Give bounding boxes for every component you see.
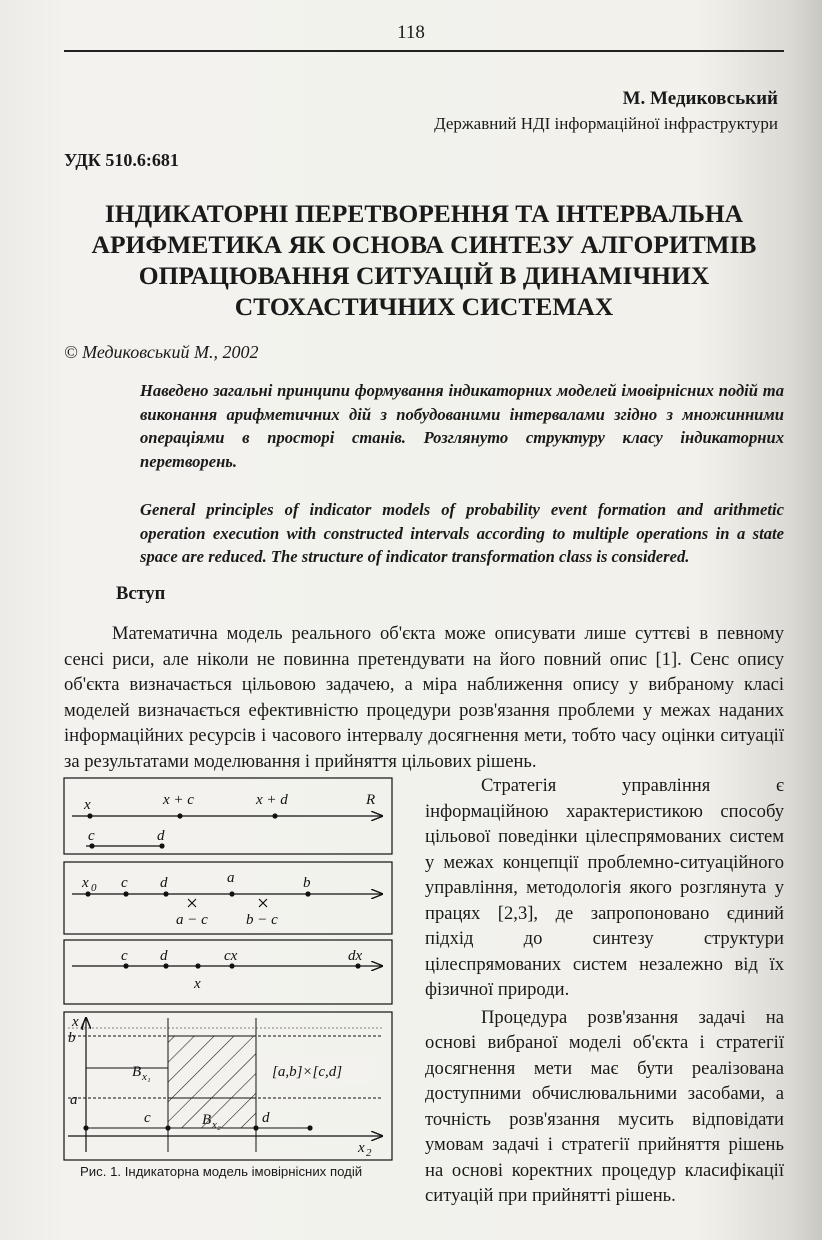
copyright-notice: © Медиковський М., 2002: [64, 342, 259, 362]
body-paragraph: Стратегія управління є інформаційною характеристикою способу цільової поведінки цілеспрямованих систем у межах концепції проблемно-ситуаційного управління, методологія якого розглянута у працях [2,3], де запропоновано єдиний підхід до синтезу структури цілеспрямованих систем незалежно від їх фізичної природи.: [425, 775, 784, 1000]
abstract-english: General principles of indicator models of probability event formation and arithmetic operation execution with constructed intervals according to multiple operations in a state space are reduced. The structure of indicator transformation class is considered.: [140, 500, 784, 566]
fig-label-a: a: [227, 870, 235, 886]
fig-label-b: b: [303, 875, 311, 891]
fig-label-b-minus-c: b − c: [246, 912, 278, 928]
article-title: [64, 198, 784, 322]
title-line: СТОХАСТИЧНИХ СИСТЕМАХ: [234, 292, 614, 321]
fig-label-x-plus-d: x + d: [256, 792, 288, 808]
fig-label-Bx1-subscript: x₁: [142, 1071, 151, 1083]
fig-label-x2: x: [358, 1140, 365, 1156]
figure-panel-3: [64, 940, 392, 1004]
fig-label-d: d: [160, 875, 168, 891]
title-line: ОПРАЦЮВАННЯ СИТУАЦІЙ В ДИНАМІЧНИХ: [138, 261, 710, 290]
fig-label-x1: x: [72, 1014, 79, 1030]
page-number: 118: [397, 22, 425, 43]
author-name: М. Медиковський: [622, 88, 778, 109]
fig-label-R: R: [366, 792, 376, 808]
figure-panel-2: [64, 862, 392, 934]
fig-label-x: x: [84, 797, 91, 813]
fig-label-x1-subscript: 1: [80, 1021, 86, 1033]
fig-label-x2-subscript: 2: [366, 1147, 372, 1159]
udc-code: УДК 510.6:681: [64, 150, 179, 170]
fig-label-x0: x: [82, 875, 89, 891]
fig-label-Bx2-subscript: x₂: [212, 1119, 221, 1131]
fig-label-x-plus-c: x + c: [163, 792, 194, 808]
header-rule: [64, 50, 784, 52]
fig-label-d: d: [157, 828, 165, 844]
figure-caption: Рис. 1. Індикаторна модель імовірнісних подій: [80, 1164, 363, 1179]
fig-label-x: x: [194, 976, 201, 992]
fig-label-a-minus-c: a − c: [176, 912, 208, 928]
section-heading: Вступ: [116, 584, 166, 604]
abstract-ukrainian: Наведено загальні принципи формування індикаторних моделей імовірнісних подій та виконання арифметичних дій з побудованими інтервалами згідно з множинними операціями в просторі станів. Розглянуто структуру класу індикаторних перетворень.: [140, 381, 784, 471]
fig-label-c: c: [121, 875, 128, 891]
right-column: [425, 773, 784, 1211]
body-paragraph: Процедура розв'язання задачі на основі вибраної моделі об'єкта і стратегії досягнення мети має бути реалізована доступними обчислювальними засобами, а точність розв'язання мусить відповідати умовам задачі і стратегії прийняття рішень на основі коректних процедур класифікації ситуацій при прийнятті рішень.: [425, 1006, 784, 1206]
fig-label-cx: cx: [224, 948, 238, 964]
fig-label-c: c: [121, 948, 128, 964]
title-line: ІНДИКАТОРНІ ПЕРЕТВОРЕННЯ ТА ІНТЕРВАЛЬНА: [104, 199, 744, 228]
fig-label-d: d: [262, 1110, 270, 1126]
intro-paragraph: Математична модель реального об'єкта може описувати лише суттєві в певному сенсі риси, але ніколи не повинна претендувати на його повний опис [1]. Сенс опису об'єкта визначається цільовою задачею, а міра наближення опису у вибраному класі моделей визначається ефективністю процедури розв'язання проблеми у межах наданих інформаційних ресурсів і часового інтервалу досягнення мети, тобто часу оцінки ситуації за результатами моделювання і прийняття цільових рішень.: [64, 623, 784, 772]
fig-label-d: d: [160, 948, 168, 964]
fig-label-c: c: [144, 1110, 151, 1126]
title-line: АРИФМЕТИКА ЯК ОСНОВА СИНТЕЗУ АЛГОРИТМІВ: [91, 230, 757, 259]
indicator-model-figure: [60, 774, 396, 1164]
fig-label-b: b: [68, 1030, 76, 1046]
figure-panel-1: [64, 778, 392, 854]
fig-label-product: [a,b]×[c,d]: [272, 1064, 343, 1080]
fig-label-Bx2: B: [202, 1112, 212, 1128]
fig-label-a: a: [70, 1092, 78, 1108]
fig-label-x0-subscript: 0: [91, 882, 97, 894]
fig-label-c: c: [88, 828, 95, 844]
figure-panel-4: [64, 1012, 392, 1160]
fig-label-dx: dx: [348, 948, 363, 964]
author-affiliation: Державний НДІ інформаційної інфраструктури: [434, 114, 778, 133]
fig-label-Bx1: B: [132, 1064, 142, 1080]
